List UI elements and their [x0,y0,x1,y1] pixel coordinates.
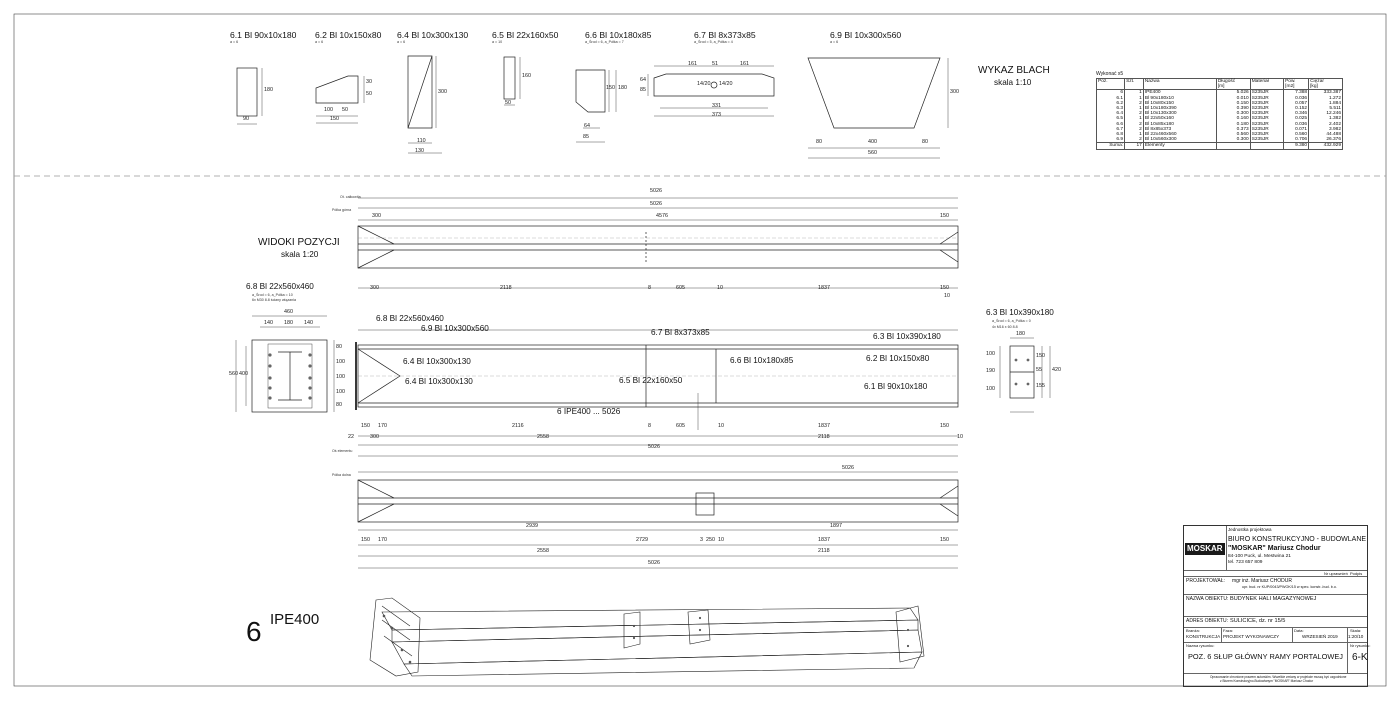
schedule-cell: 26.376 [1309,137,1343,143]
front-dim: 150 [361,423,370,429]
schedule-cell: 7.388 [1284,90,1309,96]
schedule-cell: 6 [1097,90,1125,96]
schedule-cell: S235JR [1250,132,1283,137]
plate-6-9-dim: 400 [868,139,877,145]
callout: 6.4 Bl 10x300x130 [405,377,473,386]
plate-6-9-dim: 80 [922,139,928,145]
plate-6-8-note: a_Środ = 6, a_Półka = 10 [252,293,293,297]
schedule-cell: 6.1 [1097,96,1125,101]
schedule-cell: 0.025 [1284,116,1309,121]
schedule-cell: 0.373 [1216,127,1250,132]
schedule-header: Nazwa [1143,79,1216,90]
top-view-geometry [358,198,958,288]
plate-6-8-dim: 400 [239,371,248,377]
front-dim: 2118 [818,434,830,440]
top-view-dim: 150 [940,285,949,291]
plate-6-9-dim: 80 [816,139,822,145]
bottom-dim: 250 [706,537,715,543]
plate-6-5-shape [504,57,515,99]
plate-6-7-shape [654,74,774,96]
schedule-cell: Bl 22x50x160 [1143,116,1216,121]
plate-6-4-dim: 130 [415,148,424,154]
plate-6-8-geometry [236,316,334,412]
tb-drawing: POZ. 6 SŁUP GŁÓWNY RAMY PORTALOWEJ [1188,652,1343,661]
tb-company1: BIURO KONSTRUKCYJNO - BUDOWLANE [1228,536,1367,543]
plate-6-8-dim: 80 [336,344,342,350]
tb-address: 84-100 Puck, ul. Mestwina 21 [1228,554,1291,559]
schedule-cell: S235JR [1250,137,1283,143]
plate-6-1-dim: 90 [243,116,249,122]
iso-profile-label: IPE400 [270,611,320,628]
callout: 6.7 Bl 8x373x85 [651,328,710,337]
schedule-cell: Bl 10x85x180 [1143,122,1216,127]
plate-6-2-dim: 100 [324,107,333,113]
schedule-body [1097,90,1343,149]
schedule-cell: 0.300 [1216,137,1250,143]
callout: 6.6 Bl 10x180x85 [730,356,794,365]
schedule-cell: 1.884 [1309,101,1343,106]
schedule-table [1096,72,1343,150]
callout: 6.2 Bl 10x150x80 [866,354,930,363]
front-dim: 150 [940,423,949,429]
plate-6-7-dim: 373 [712,112,721,118]
plate-6-3-geometry [1000,338,1050,412]
front-dim: 5026 [648,444,660,450]
bottom-dim: 2118 [818,548,830,554]
schedule-cell: 0.036 [1284,96,1309,101]
schedule-cell: 5.026 [1216,90,1250,96]
bottom-dim: 2558 [537,548,549,554]
schedule-cell: 2 [1125,137,1144,143]
schedule-cell [1250,143,1283,149]
schedule-cell: 0.300 [1216,111,1250,116]
plate-6-3-note: a_Środ = 6, a_Półka = 0 [992,319,1031,323]
plate-6-6-dim: 180 [618,85,627,91]
tb-unit-label: Jednostka projektowa [1228,527,1272,532]
views-heading: WIDOKI POZYCJI [258,237,340,248]
schedule-cell: 1.272 [1309,96,1343,101]
schedule-cell: 2 [1125,122,1144,127]
plate-6-3-note: 4x M16 x 60 8.8 [992,325,1018,329]
front-dim: 2558 [537,434,549,440]
tb-scale: 1:20/10 [1348,634,1364,639]
plate-6-1-label: 6.1 Bl 90x10x180 [230,30,297,40]
plate-6-7-dim: 161 [740,61,749,67]
schedule-cell: S235JR [1250,111,1283,116]
schedule-cell: 17 [1125,143,1144,149]
plates-scale: skala 1:10 [994,78,1032,87]
axis-label: Oś elementu [332,449,353,453]
schedule-cell: S235JR [1250,106,1283,111]
schedule-header: Pow. [m2] [1284,79,1309,90]
schedule-cell: 6.9 [1097,137,1125,143]
schedule-cell: 0.560 [1216,132,1250,137]
schedule-cell: 12.246 [1309,111,1343,116]
schedule-cell: S235JR [1250,127,1283,132]
bottom-dim: 150 [940,537,949,543]
front-dim: 8 [648,423,651,429]
schedule-cell: S235JR [1250,101,1283,106]
callout: 6.3 Bl 10x390x180 [873,332,941,341]
plate-6-2-note: a = 6 [315,40,324,44]
top-view-line-label: Ot. całkowita [340,195,361,199]
callout: 6 IPE400 ... 5026 [557,407,621,416]
schedule-cell: 2 [1125,127,1144,132]
schedule-cell: 6.7 [1097,127,1125,132]
plate-6-8-dim: 100 [336,389,345,395]
schedule-cell: 2 [1125,111,1144,116]
front-view-geometry [356,330,958,456]
schedule-cell: 6.5 [1097,116,1125,121]
front-dim: 170 [378,423,387,429]
schedule-cell: 1.382 [1309,116,1343,121]
plate-6-7-dim: 331 [712,103,721,109]
plate-6-1-dim: 180 [264,87,273,93]
plate-6-5-note: a = 10 [492,40,503,44]
plate-6-7-dim: 14/20 [697,81,711,87]
top-view-dim: 5026 [650,201,662,207]
top-view-dim: 8 [648,285,651,291]
tb-addr-label: ADRES OBIEKTU: [1186,618,1228,624]
schedule-cell: 6.8 [1097,132,1125,137]
top-view-dim: 4576 [656,213,668,219]
schedule-cell: 0.390 [1216,106,1250,111]
schedule-cell: Bl 10x80x150 [1143,101,1216,106]
bottom-dim: 1837 [818,537,830,543]
schedule-cell: 1 [1125,132,1144,137]
bottom-view-geometry [358,472,958,568]
schedule-cell: 0.010 [1216,96,1250,101]
front-dim: 300 [370,434,379,440]
plate-6-3-dim: 100 [986,351,995,357]
plate-6-9-dim: 560 [868,150,877,156]
plate-6-7-dim: 161 [688,61,697,67]
plate-6-5-dim: 50 [505,100,511,106]
schedule-cell: 6.2 [1097,101,1125,106]
tb-num: 6-K [1352,652,1368,663]
plate-6-4-shape [408,56,432,128]
plate-6-4-dim: 110 [417,138,426,144]
tb-designer-perm: upr. bud. nr KUP/0043/PWOK/15 w spec. konstr.-bud. b.o. [1242,585,1337,589]
tb-date-label: Data: [1294,628,1304,633]
tb-branch-label: Branża: [1186,628,1200,633]
schedule-cell: 5.511 [1309,106,1343,111]
schedule-cell: 333.387 [1309,90,1343,96]
schedule-caption: Wykonać x5 [1096,71,1124,77]
plate-6-9-note: a = 6 [830,40,839,44]
tb-phase: PROJEKT WYKONAWCZY [1223,634,1280,639]
plate-6-1-note: a = 6 [230,40,239,44]
schedule-sum-row [1097,143,1343,149]
tb-phase-label: Faza: [1223,628,1234,633]
schedule-cell: 0.160 [1216,116,1250,121]
bottom-dim: 150 [361,537,370,543]
callout: 6.4 Bl 10x300x130 [403,357,471,366]
views-scale: skala 1:20 [281,250,319,259]
top-view-dim: 5026 [650,188,662,194]
bottom-dim: 5026 [842,465,854,471]
schedule-header-row [1097,79,1343,90]
schedule-cell: S235JR [1250,116,1283,121]
schedule-cell: S235JR [1250,96,1283,101]
plate-6-2-dim: 30 [366,79,372,85]
schedule-cell: 0.180 [1216,122,1250,127]
plate-6-9-dim: 300 [950,89,959,95]
front-dim: 1837 [818,423,830,429]
bottom-dim: 1897 [830,523,842,529]
plate-6-2-dim: 50 [342,107,348,113]
schedule-cell: 432.929 [1309,143,1343,149]
plate-6-2-shape [316,76,358,103]
plate-6-2-dim: 150 [330,116,339,122]
tb-company2: "MOSKAR" Mariusz Chodur [1228,545,1321,552]
schedule-cell: 0.071 [1284,127,1309,132]
schedule-cell: 0.152 [1284,106,1309,111]
plate-6-8-dim: 100 [336,374,345,380]
top-view-dim: 300 [372,213,381,219]
tb-phone: tel. 723 657 809 [1228,560,1263,565]
tb-addr: SULICICE, dz. nr 15/5 [1230,618,1286,624]
plate-6-3-dim: 55 [1036,367,1042,373]
bottom-dim: 2939 [526,523,538,529]
plate-6-5-label: 6.5 Bl 22x160x50 [492,30,559,40]
plate-6-7-dim: 14/20 [719,81,733,87]
schedule-cell: Elementy [1143,143,1216,149]
top-view-dim: 10 [717,285,723,291]
schedule-header: Materiał [1250,79,1283,90]
plate-6-2-dim: 50 [366,91,372,97]
schedule-cell: 0.036 [1284,122,1309,127]
plate-6-3-dim: 150 [1036,353,1045,359]
plates-heading: WYKAZ BLACH [978,65,1050,76]
top-view-dim: 150 [940,213,949,219]
tb-designer: mgr inż. Mariusz CHODUR [1232,578,1293,584]
schedule-cell: 1 [1125,116,1144,121]
tb-object-label: NAZWA OBIEKTU: [1186,596,1229,602]
plate-6-8-label: 6.8 Bl 22x560x460 [246,282,314,291]
top-view-line-label: Półka górna [332,208,352,212]
plate-6-6-shape [576,70,605,112]
plate-6-1-shape [237,68,257,116]
plate-6-4-note: a = 6 [397,40,406,44]
callout: 6.1 Bl 90x10x180 [864,382,928,391]
plate-6-8-dim: 140 [264,320,273,326]
bottom-dim: 3 [700,537,703,543]
top-view-dim: 300 [370,285,379,291]
schedule-cell: 0.706 [1284,137,1309,143]
schedule-cell: Bl 10x560x300 [1143,137,1216,143]
plate-6-5-dim: 160 [522,73,531,79]
front-dim: 22 [348,434,354,440]
tb-footer: Opracowanie chronione prawem autorskim. Wszelkie zmiany w projekcie muszą być uzgodnione [1210,675,1347,679]
top-view-dim: 2118 [500,285,512,291]
schedule-cell: 1 [1125,96,1144,101]
schedule-cell: S235JR [1250,90,1283,96]
schedule-cell: 0.346 [1284,111,1309,116]
front-dim: 2116 [512,423,524,429]
tb-sign-label: Podpis [1350,571,1363,576]
schedule-header: Długość [m] [1216,79,1250,90]
schedule-cell [1216,143,1250,149]
schedule-cell: 1 [1125,106,1144,111]
plate-6-6-note: a_Środ = 6, a_Półka = 7 [585,40,624,44]
schedule-cell: 9.380 [1284,143,1309,149]
tb-date: WRZESIEŃ 2019 [1302,634,1338,639]
tb-perm-label: Nr uprawnień [1324,571,1348,576]
front-dim: 10 [718,423,724,429]
bottom-dim: 10 [718,537,724,543]
plate-6-3-dim: 190 [986,368,995,374]
plate-6-3-label: 6.3 Bl 10x390x180 [986,308,1054,317]
schedule-cell: 44.488 [1309,132,1343,137]
iso-position-number: 6 [246,616,262,647]
plate-6-7-label: 6.7 Bl 8x373x85 [694,30,756,40]
schedule-cell: 3.982 [1309,127,1343,132]
schedule-cell: Bl 90x180x10 [1143,96,1216,101]
schedule-cell: 6.6 [1097,122,1125,127]
front-dim: 10 [957,434,963,440]
plate-6-6-label: 6.6 Bl 10x180x85 [585,30,652,40]
plate-6-6-dim: 85 [583,134,589,140]
schedule-cell: S235JR [1250,122,1283,127]
schedule-cell: 1 [1125,90,1144,96]
schedule-cell: 6.3 [1097,106,1125,111]
tb-num-label: Nr rysunku: [1350,643,1371,648]
tb-branch: KONSTRUKCJA [1186,634,1221,639]
title-block [1183,525,1371,687]
schedule-cell: Bl 10x180x390 [1143,106,1216,111]
schedule-cell: Bl 22x460x560 [1143,132,1216,137]
plate-6-6-dim: 150 [606,85,615,91]
schedule-cell: 0.057 [1284,101,1309,106]
schedule-cell: Bl 8x85x373 [1143,127,1216,132]
plate-6-7-note: a_Środ = 5, a_Półka = 4 [694,40,733,44]
bottom-dim: 2729 [636,537,648,543]
schedule-header: Ciężar [kg] [1309,79,1343,90]
schedule-cell: Bl 10x130x300 [1143,111,1216,116]
plate-6-9-label: 6.9 Bl 10x300x560 [830,30,902,40]
plate-6-7-dim: 51 [712,61,718,67]
callout: 6.9 Bl 10x300x560 [421,324,489,333]
schedule-header: Szt. [1125,79,1144,90]
tb-object: BUDYNEK HALI MAGAZYNOWEJ [1230,596,1317,602]
plate-6-8-dim: 560 [229,371,238,377]
schedule-cell: 0.150 [1216,101,1250,106]
schedule-cell: 6.4 [1097,111,1125,116]
schedule-cell: 2 [1125,101,1144,106]
tb-designer-label: PROJEKTOWAŁ: [1186,578,1225,584]
tb-scale-label: Skala: [1350,628,1362,633]
schedule-cell: IPE400 [1143,90,1216,96]
tb-drawing-label: Nazwa rysunku: [1186,643,1215,648]
plate-6-8-note: 6x M30 8.8 ściany wiązania [252,298,296,302]
schedule-header: Poz. [1097,79,1125,90]
plate-6-8-dim: 460 [284,309,293,315]
plate-6-2-label: 6.2 Bl 10x150x80 [315,30,382,40]
callout: 6.8 Bl 22x560x460 [376,314,444,323]
plate-6-7-dim: 64 [640,77,646,83]
top-view-dim: 10 [944,293,950,299]
bottom-dim: 170 [378,537,387,543]
top-view-dim: 605 [676,285,685,291]
front-dim: 605 [676,423,685,429]
schedule-cell: 0.560 [1284,132,1309,137]
plate-6-3-dim: 155 [1036,383,1045,389]
plate-6-9-shape [808,58,940,128]
plate-6-8-dim: 140 [304,320,313,326]
plate-6-3-dim: 100 [986,386,995,392]
top-view-dim: 1837 [818,285,830,291]
moskar-logo: MOSKAR [1187,544,1223,553]
plate-6-3-dim: 180 [1016,331,1025,337]
plate-6-6-dim: 64 [584,123,590,129]
plate-6-3-dim: 420 [1052,367,1061,373]
callout: 6.5 Bl 22x160x50 [619,376,683,385]
plate-6-8-dim: 180 [284,320,293,326]
plate-6-4-label: 6.4 Bl 10x300x130 [397,30,469,40]
bottom-view-line-label: Półka dolna [332,473,351,477]
schedule-cell: Suma: [1097,143,1125,149]
bottom-dim: 5026 [648,560,660,566]
tb-footer: z Biurem Konstrukcyjno-Budowlanym "MOSKAR" Mariusz Chodur [1220,679,1314,683]
schedule-cell: 2.402 [1309,122,1343,127]
plate-6-8-dim: 80 [336,402,342,408]
isometric-geometry [370,598,924,676]
plate-6-8-dim: 100 [336,359,345,365]
plate-6-7-dim: 85 [640,87,646,93]
plate-6-4-dim: 300 [438,89,447,95]
